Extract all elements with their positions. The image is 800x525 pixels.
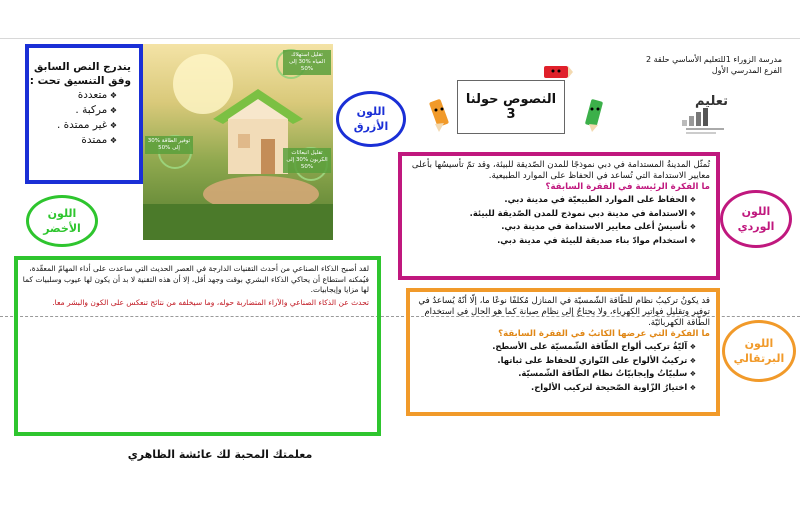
blue-option: ❖ ممتدة	[21, 133, 117, 148]
school-branch: الفرع المدرسي الأول	[711, 66, 782, 75]
school-header	[620, 54, 782, 76]
orange-paragraph: قد يكونُ تركيبُ نظام للطّاقة الشّمسيّة في المنازل مُكلفًا نوعًا ما، إلّا أنّهُ يُساعدُ في توفير وتقليل فواتير الكهرباء، ولا يحتاجُ إلى نظام صيانة كما هو الحال في استخدام الطّاقة الكهربائيّة.	[418, 296, 710, 328]
blue-option: ❖ متعددة	[21, 88, 117, 103]
orange-option: ❖ تركيبُ الألواح على التّوازي للحفاظ على ثباتها.	[410, 354, 696, 368]
blue-box-content	[21, 60, 131, 148]
writing-prompt: تحدث عن الذكاء الصناعي والآراء المتضاربة حوله، وما سيخلفه من نتائج تنعكس على الكون والبشر معا.	[52, 298, 369, 307]
orange-option: ❖ آليّةُ تركيب ألواح الطّاقة الشّمسيّة على الأسطح.	[410, 340, 696, 354]
blue-option: ❖ غير ممتدة .	[21, 118, 117, 133]
orange-pencil-icon	[425, 96, 455, 136]
school-name: مدرسة الزوراء 1للتعليم الأساسي حلقة 2	[645, 55, 782, 64]
teacher-signature: معلمتك المحبة لك عائشة الظاهري	[127, 448, 313, 461]
ministry-logo	[680, 94, 728, 136]
label-blue-color	[336, 91, 406, 147]
pink-option: ❖ تأسيسُ أعلى معايير الاستدامة في مدينة دبي.	[402, 220, 696, 234]
label-orange-color	[722, 320, 796, 382]
green-paragraph: لقد أصبح الذكاء الصناعي من أحدث التقنيات الدارجة في العصر الحديث التي ساعدت على أداء المهامّ المعقّدة، فيُمكنه استطاع أن يحاكي الذكاء البشري بوقت وجهد أقل، إلا أن هذه التقنية لا بد أن يكون لها عيوب وسلبيات كما لها مزايا وإيجابيات.	[22, 264, 369, 294]
top-divider	[0, 38, 800, 39]
oval-text: اللون الأزرق	[353, 105, 389, 133]
logo-text: تعليم	[694, 94, 728, 109]
pink-option: ❖ الحفاظ على الموارد الطبيعيّة في مدينة دبي.	[402, 193, 696, 207]
sustainability-photo	[143, 44, 333, 240]
pink-option: ❖ استخدام موادّ بناء صديقة للبيئة في مدينة دبي.	[402, 234, 696, 248]
orange-option: ❖ سلبيّاتُ وإيجابيّاتُ نظام الطّاقة الشّمسيّة.	[410, 367, 696, 381]
title-text: النصوص حولنا	[465, 92, 557, 107]
photo-badge: تقليل انبعاثات الكربون %30 إلى %50	[283, 148, 331, 173]
oval-text: اللون البرتقالي	[733, 337, 785, 365]
label-green-color	[26, 195, 98, 247]
orange-question: ما الفكرة التي عرضها الكاتبُ في الفقرة السابقة؟	[498, 329, 710, 339]
oval-text: اللون الأخضر	[43, 207, 81, 235]
photo-badge: تقليل استهلاك المياه %30 إلى %50	[283, 50, 331, 75]
blue-question-box	[25, 44, 143, 184]
lesson-title	[457, 80, 565, 134]
photo-badge: توفير الطاقة %30 إلى %50	[145, 136, 193, 154]
label-pink-color	[720, 190, 792, 248]
orange-option: ❖ اختيارُ الزّاوية الصّحيحة لتركيب الألواح.	[410, 381, 696, 395]
title-number: 3	[506, 107, 516, 122]
pink-question: ما الفكرة الرئيسة في الفقرة السابقة؟	[545, 182, 710, 192]
orange-question-box	[406, 288, 720, 416]
green-pencil-icon	[582, 96, 608, 136]
blue-option: ❖ مركبة .	[21, 103, 117, 118]
green-writing-box	[14, 256, 381, 436]
pink-question-box	[398, 152, 720, 280]
blue-box-intro: يندرج النص السابق وفق التنسيق تحت :	[29, 61, 131, 87]
pink-paragraph: تُمثّل المدينةُ المستدامة في دبي نموذجًا للمدن الصّديقة للبيئة، وقد تمّ تأسيسُها بأعلى معايير الاستدامة التي تُساعد في الحفاظ على الموارد الطبيعية.	[411, 160, 710, 181]
oval-text: اللون الوردي	[737, 205, 775, 233]
pink-option: ❖ الاستدامة في مدينة دبي نموذج للمدن الصّديقة للبيئة.	[402, 207, 696, 221]
